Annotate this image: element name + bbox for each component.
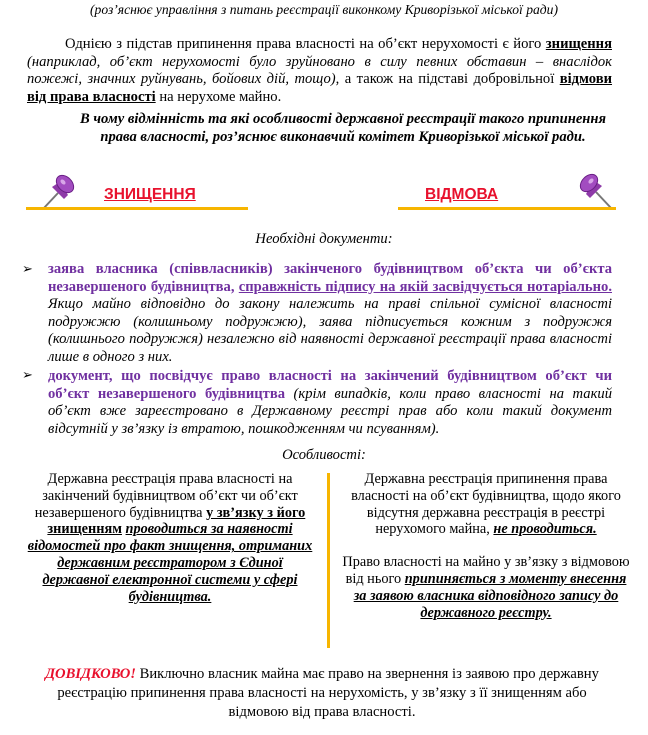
question-heading: В чому відмінність та які особливості державної реєстрації такого припинення права власності, роз’яснює виконавчий комітет Криворізької міської ради.	[79, 111, 607, 145]
features-title: Особливості:	[282, 447, 366, 463]
para-text: Однією з підстав припинення права власності на об’єкт нерухомості є його	[65, 36, 546, 52]
column-text: Державна реєстрація припинення права власності на об’єкт будівництва, щодо якого відсутня державна реєстрація в реєстрі нерухомого майна,	[351, 471, 621, 538]
features-right-column	[341, 471, 631, 621]
column-text: Державна реєстрація права власності на закінчений будівництвом об’єкт чи об’єкт незавершеного будівництва	[34, 471, 298, 521]
right-paragraph-2	[341, 554, 631, 621]
heading-refusal: ВІДМОВА	[425, 186, 499, 203]
bullet-detail: Якщо майно відповідно до закону належить на праві спільної сумісної власності подружжю (колишньому подружжю), заява підписується кожним з подружжя (колишнього подружжя) незалежно від наявності державної реєстрації права власності лише в одного з них.	[48, 296, 612, 365]
destruction-examples: (наприклад, об’єкт нерухомості було зруйновано в силу певних обставин – внаслідок пожежі, значних руйнувань, бойових дій, тощо)	[27, 53, 612, 88]
footer-label: ДОВІДКОВО!	[45, 666, 136, 682]
footer-note	[27, 665, 617, 722]
arrow-bullet-icon: ➢	[22, 261, 33, 276]
column-text: Право власності на майно у зв’язку з відмовою від нього	[342, 554, 630, 587]
heading-destruction: ЗНИЩЕННЯ	[104, 186, 196, 203]
features-left-column	[24, 471, 316, 605]
column-emphasis-italic: не проводиться.	[493, 521, 597, 538]
list-item	[48, 261, 612, 367]
bullet-detail: (крім випадків, коли право власності на такий об’єкт вже зареєстровано в Державному реєстрі прав або коли такий документ відсутній у зв’язку із втратою, пошкодженням чи псуванням).	[48, 385, 612, 437]
refusal-term: відмови від права власності	[27, 71, 613, 105]
list-item	[48, 368, 612, 438]
column-emphasis-italic: припиняється з моменту внесення за заявою власника відповідного запису до державного реєстру.	[353, 570, 627, 621]
para-text: , а також на підставі добровільної	[335, 71, 560, 88]
destruction-term: знищення	[545, 36, 612, 52]
right-paragraph-1	[341, 471, 631, 538]
intro-paragraph	[27, 36, 612, 106]
bullet-notary: справжність підпису на якій засвідчується нотаріально.	[238, 278, 612, 295]
arrow-bullet-icon: ➢	[22, 367, 33, 382]
pushpin-icon	[574, 172, 616, 212]
heading-underline-right	[398, 207, 616, 210]
bullet-lead: заява власника (співвласників) закінченого будівництвом об’єкта чи об’єкта незавершеного будівництва,	[48, 261, 612, 295]
column-emphasis-italic: проводиться за наявності відомостей про факт знищення, отриманих державним реєстратором з Єдиної державної електронної системи у сфері будівництва.	[27, 521, 313, 605]
heading-underline-left	[26, 207, 248, 210]
bullet-lead: документ, що посвідчує право власності на закінчений будівництвом об’єкт чи об’єкт незавершеного будівництва	[48, 368, 612, 402]
required-documents-title: Необхідні документи:	[255, 231, 393, 247]
column-emphasis: у зв’язку з його знищенням	[47, 504, 306, 538]
column-divider	[327, 473, 330, 648]
intro-note: (роз’яснює управління з питань реєстрації виконкому Криворізької міської ради)	[90, 2, 558, 17]
para-text: на нерухоме майно.	[155, 88, 282, 105]
footer-text: Виключно власник майна має право на звернення із заявою про державну реєстрацію припинення права власності на нерухомість, у зв’язку з її знищенням або відмовою від права власності.	[57, 666, 599, 720]
